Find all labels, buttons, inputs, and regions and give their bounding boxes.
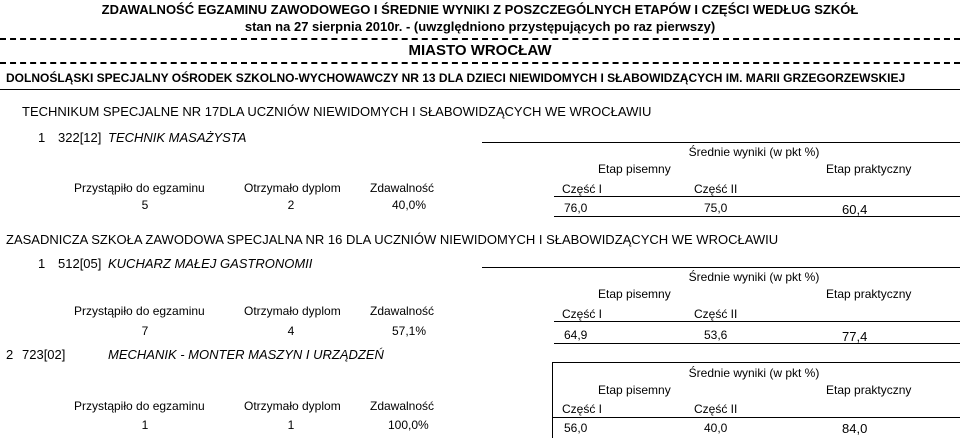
value-przystapilo: 7 [141,324,149,338]
value-czesc1: 64,9 [564,328,588,342]
col-czesc2: Część II [694,402,738,416]
col-zdawalnosc: Zdawalność [370,304,435,318]
value-zdawalnosc: 100,0% [388,418,429,432]
col-otrzymalo: Otrzymało dyplom [244,181,341,195]
col-przystapilo: Przystąpiło do egzaminu [74,181,205,195]
col-czesc2: Część II [694,307,738,321]
city-divider [0,62,960,64]
value-czesc2: 75,0 [704,201,728,215]
table-line [552,362,553,438]
col-otrzymalo: Otrzymało dyplom [244,304,341,318]
profession-code: 723[02] [22,347,66,362]
value-przystapilo: 1 [141,418,149,432]
written-stage-label: Etap pisemny [598,287,671,301]
value-czesc1: 56,0 [564,421,588,435]
col-otrzymalo: Otrzymało dyplom [244,399,341,413]
value-praktyczny: 77,4 [842,329,868,344]
school-name: TECHNIKUM SPECJALNE NR 17DLA UCZNIÓW NIEWIDOMYCH I SŁABOWIDZĄCYCH WE WROCŁAWIU [22,104,652,119]
value-praktyczny: 60,4 [842,202,868,217]
written-stage-label: Etap pisemny [598,162,671,176]
institution-name: DOLNOŚLĄSKI SPECJALNY OŚRODEK SZKOLNO-WYCHOWAWCZY NR 13 DLA DZIECI NIEWIDOMYCH I SŁABOWIDZĄCYCH IM. MARII GRZEGORZEWSKIEJ [6,71,906,85]
value-czesc1: 76,0 [564,201,588,215]
profession-num: 1 [38,130,46,145]
profession-name: KUCHARZ MAŁEJ GASTRONOMII [108,256,313,271]
profession-num: 1 [38,256,46,271]
value-zdawalnosc: 40,0% [392,198,427,212]
col-czesc1: Część I [562,307,603,321]
profession-name: TECHNIK MASAŻYSTA [108,130,247,145]
report-subtitle: stan na 27 sierpnia 2010r. - (uwzględniono przystępujących po raz pierwszy) [244,19,716,34]
col-czesc1: Część I [562,182,603,196]
table-line [552,362,960,363]
city-title: MIASTO WROCŁAW [408,42,552,59]
header-divider [0,38,960,40]
col-zdawalnosc: Zdawalność [370,399,435,413]
profession-code: 512[05] [58,256,102,271]
school-name: ZASADNICZA SZKOŁA ZAWODOWA SPECJALNA NR 16 DLA UCZNIÓW NIEWIDOMYCH I SŁABOWIDZĄCYCH WE WROCŁAWIU [6,232,779,247]
col-przystapilo: Przystąpiło do egzaminu [74,399,205,413]
table-line [554,216,960,217]
practical-stage-label: Etap praktyczny [826,162,912,176]
average-results-label: Średnie wyniki (w pkt %) [688,270,820,284]
table-line [482,142,960,143]
table-line [554,196,960,197]
table-line [554,321,960,322]
table-line [554,343,960,344]
practical-stage-label: Etap praktyczny [826,287,912,301]
average-results-label: Średnie wyniki (w pkt %) [688,145,820,159]
col-czesc1: Część I [562,402,603,416]
average-results-label: Średnie wyniki (w pkt %) [688,366,820,380]
table-line [482,267,960,268]
report-title: ZDAWALNOŚĆ EGZAMINU ZAWODOWEGO I ŚREDNIE WYNIKI Z POSZCZEGÓLNYCH ETAPÓW I CZĘŚCI WEDŁUG SZKÓŁ [101,2,859,17]
value-otrzymalo: 1 [287,418,295,432]
value-otrzymalo: 2 [287,198,295,212]
col-zdawalnosc: Zdawalność [370,181,435,195]
value-przystapilo: 5 [141,198,149,212]
value-otrzymalo: 4 [287,324,295,338]
table-line [552,417,960,418]
practical-stage-label: Etap praktyczny [826,383,912,397]
col-czesc2: Część II [694,182,738,196]
institution-divider [0,89,960,90]
value-czesc2: 53,6 [704,328,728,342]
written-stage-label: Etap pisemny [598,383,671,397]
value-praktyczny: 84,0 [842,421,868,436]
value-zdawalnosc: 57,1% [392,324,427,338]
profession-name: MECHANIK - MONTER MASZYN I URZĄDZEŃ [108,347,384,362]
value-czesc2: 40,0 [704,421,728,435]
profession-num: 2 [6,347,14,362]
col-przystapilo: Przystąpiło do egzaminu [74,304,205,318]
profession-code: 322[12] [58,130,102,145]
